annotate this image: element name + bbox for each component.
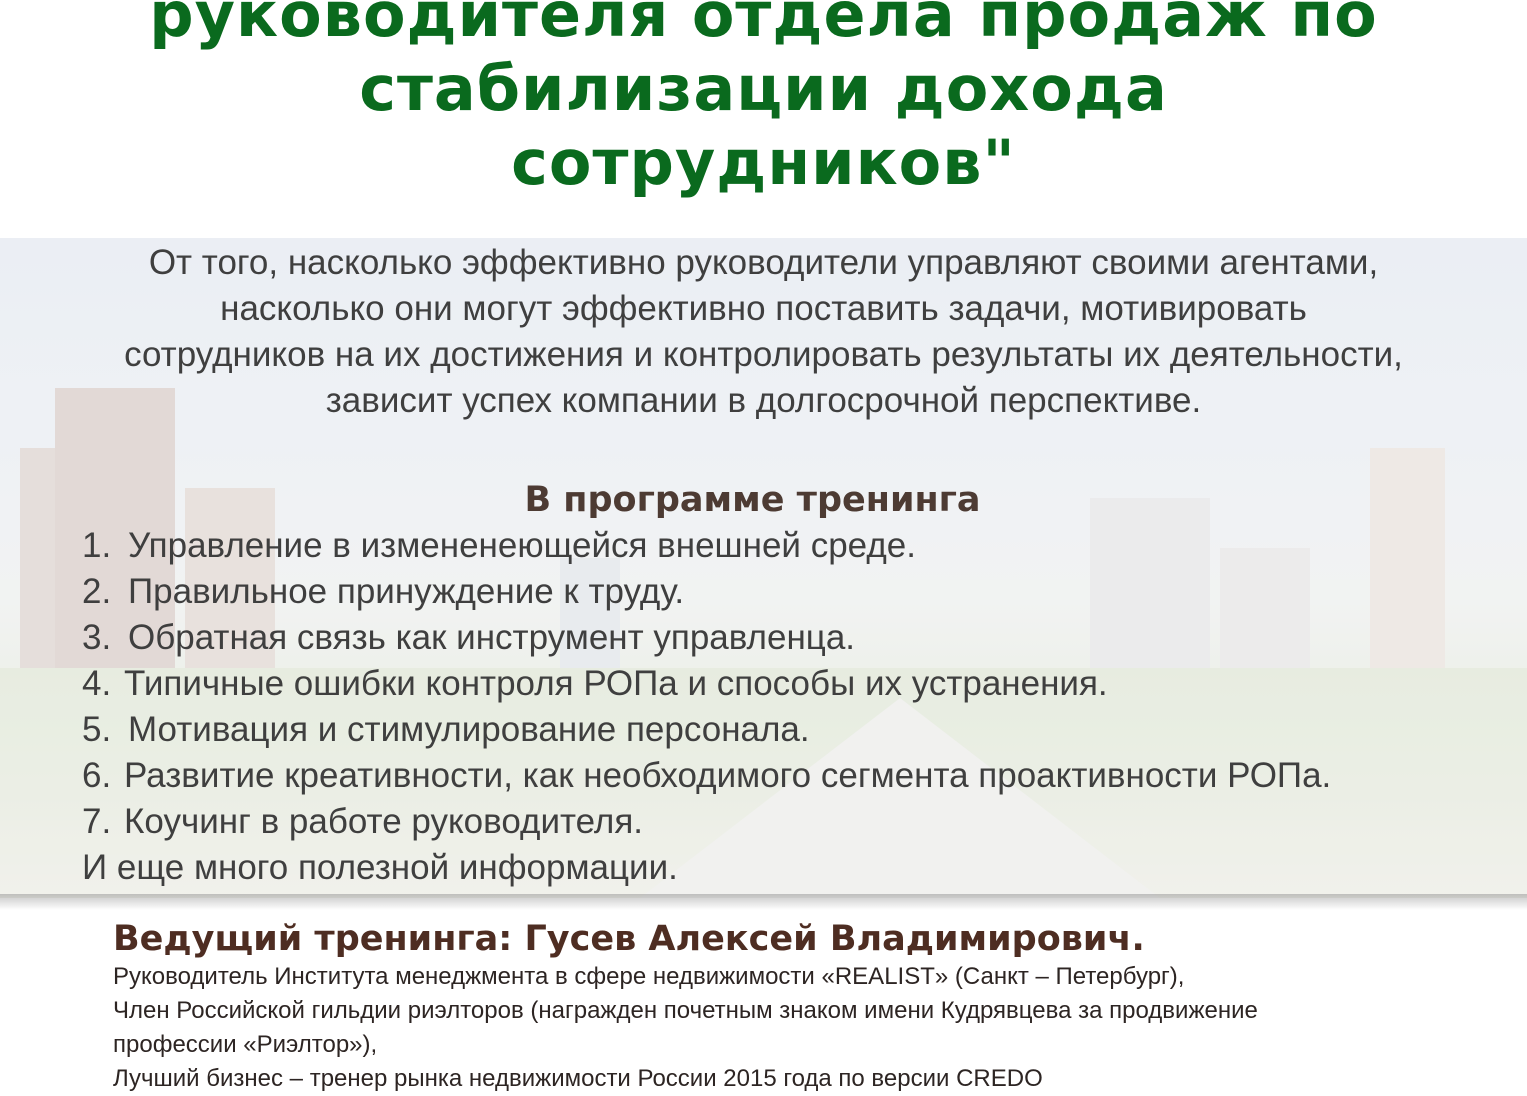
page-title bbox=[0, 0, 1527, 200]
title-line: руководителя отдела продаж по bbox=[149, 0, 1378, 51]
item-text: Развитие креативности, как необходимого сегмента проактивности РОПа. bbox=[124, 756, 1332, 795]
title-line: сотрудников" bbox=[511, 126, 1016, 199]
item-number: 7. bbox=[82, 802, 112, 841]
intro-line: зависит успех компании в долгосрочной перспективе. bbox=[325, 381, 1202, 420]
intro-line: сотрудников на их достижения и контролировать результаты их деятельности, bbox=[124, 335, 1403, 374]
program-list bbox=[82, 523, 1331, 891]
item-number: 6. bbox=[82, 756, 112, 795]
item-text: Правильное принуждение к труду. bbox=[128, 572, 685, 611]
intro-line: От того, насколько эффективно руководители управляют своими агентами, bbox=[148, 243, 1379, 282]
list-item bbox=[82, 661, 1331, 707]
item-text: Управление в измененеющейся внешней среде. bbox=[128, 526, 916, 565]
list-item bbox=[82, 753, 1331, 799]
item-number: 3. bbox=[82, 618, 112, 657]
item-number: 1. bbox=[82, 526, 112, 565]
list-item bbox=[82, 615, 1331, 661]
program-closing: И еще много полезной информации. bbox=[82, 848, 678, 887]
list-item bbox=[82, 707, 1331, 753]
bio-line: Член Российской гильдии риэлторов (награжден почетным знаком имени Кудрявцева за продвижение bbox=[113, 997, 1258, 1024]
item-number: 2. bbox=[82, 572, 112, 611]
item-text: Типичные ошибки контроля РОПа и способы их устранения. bbox=[124, 664, 1108, 703]
item-text: Обратная связь как инструмент управленца. bbox=[128, 618, 856, 657]
trainer-bio bbox=[113, 960, 1258, 1096]
item-number: 4. bbox=[82, 664, 112, 703]
bio-line: Лучший бизнес – тренер рынка недвижимости России 2015 года по версии CREDO bbox=[113, 1065, 1043, 1092]
intro-line: насколько они могут эффективно поставить задачи, мотивировать bbox=[220, 289, 1307, 328]
trainer-name: Ведущий тренинга: Гусев Алексей Владимирович. bbox=[113, 919, 1145, 959]
item-number: 5. bbox=[82, 710, 112, 749]
bio-line: профессии «Риэлтор»), bbox=[113, 1031, 378, 1058]
program-heading: В программе тренинга bbox=[524, 480, 981, 520]
list-item bbox=[82, 523, 1331, 569]
title-line: стабилизации дохода bbox=[359, 52, 1168, 125]
item-text: Коучинг в работе руководителя. bbox=[124, 802, 644, 841]
list-item bbox=[82, 569, 1331, 615]
intro-paragraph bbox=[0, 240, 1527, 424]
list-item bbox=[82, 799, 1331, 845]
item-text: Мотивация и стимулирование персонала. bbox=[128, 710, 810, 749]
bio-line: Руководитель Института менеджмента в сфере недвижимости «REALIST» (Санкт – Петербург), bbox=[113, 963, 1185, 990]
